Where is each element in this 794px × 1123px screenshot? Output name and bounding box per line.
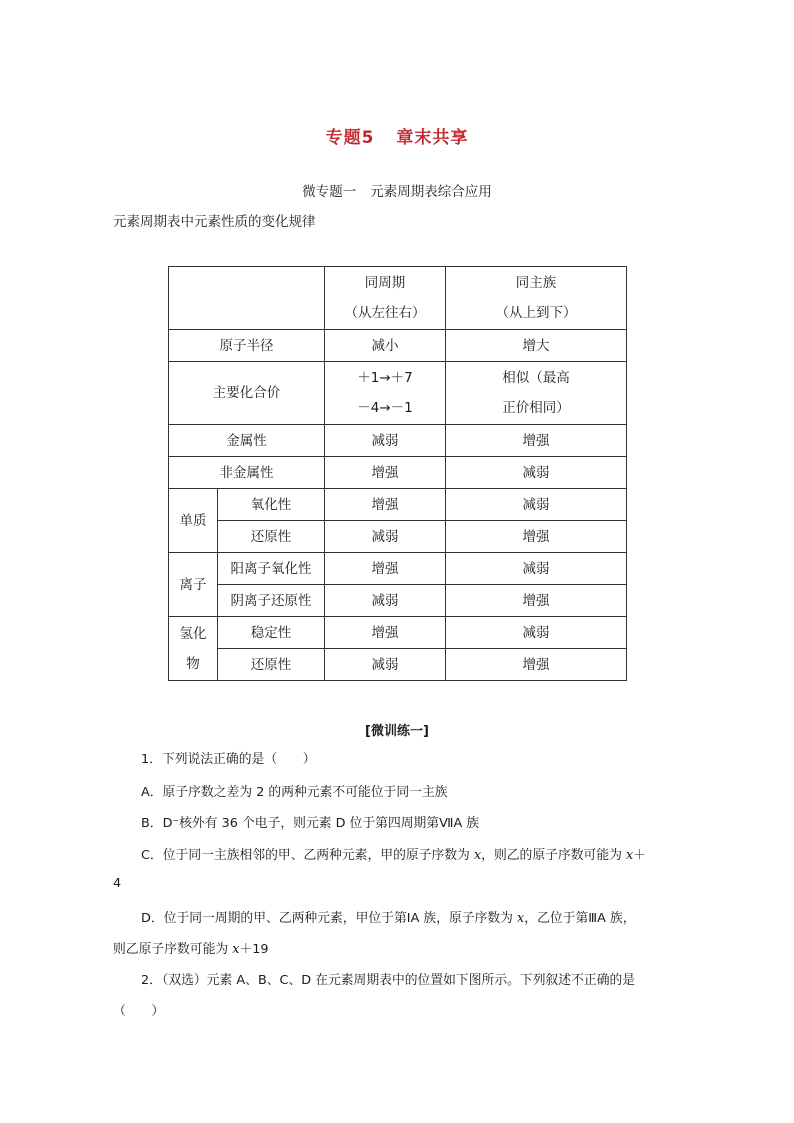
cell-period: ＋1→＋7 －4→－1 [325, 362, 446, 425]
page-title [0, 123, 794, 148]
title-chapter: 专题5 [325, 128, 375, 148]
subtitle [0, 180, 794, 200]
cell-group: 增强 [446, 649, 627, 681]
periodic-trend-table [168, 266, 627, 681]
row-label: 还原性 [218, 649, 325, 681]
cell-group: 增大 [446, 330, 627, 362]
table-header-row [169, 267, 627, 330]
cell-period: 减弱 [325, 585, 446, 617]
row-label: 阳离子氧化性 [218, 553, 325, 585]
cell-group: 减弱 [446, 489, 627, 521]
table-row [169, 649, 627, 681]
table-corner-cell [169, 267, 325, 330]
cell-period: 增强 [325, 489, 446, 521]
cell-group: 减弱 [446, 553, 627, 585]
table-row [169, 617, 627, 649]
cell-group: 减弱 [446, 617, 627, 649]
subtitle-topic: 元素周期表综合应用 [370, 184, 492, 200]
table-row [169, 425, 627, 457]
title-topic: 章末共享 [396, 128, 469, 148]
intro-text: 元素周期表中元素性质的变化规律 [113, 214, 316, 230]
cell-period: 增强 [325, 617, 446, 649]
cell-period: 减弱 [325, 425, 446, 457]
cell-group: 增强 [446, 425, 627, 457]
header-same-period: 同周期 （从左往右） [325, 267, 446, 330]
cell-period: 减小 [325, 330, 446, 362]
drill-heading: [微训练一] [365, 724, 429, 739]
group-label: 单质 [169, 489, 218, 553]
question-1: 1．下列说法正确的是（ ） [141, 752, 316, 767]
table-row [169, 330, 627, 362]
option-a: A．原子序数之差为 2 的两种元素不可能位于同一主族 [141, 785, 448, 800]
table-row [169, 457, 627, 489]
row-label: 还原性 [218, 521, 325, 553]
table-row [169, 489, 627, 521]
option-d-continued: 则乙原子序数可能为 x＋19 [113, 942, 269, 957]
table-row [169, 521, 627, 553]
group-label: 氢化 物 [169, 617, 218, 681]
option-d: D．位于同一周期的甲、乙两种元素，甲位于第ⅠA 族，原子序数为 x，乙位于第ⅢA 族， [141, 911, 636, 926]
table-row [169, 585, 627, 617]
cell-group: 增强 [446, 521, 627, 553]
option-c: C．位于同一主族相邻的甲、乙两种元素，甲的原子序数为 x，则乙的原子序数可能为 x＋ [141, 848, 647, 863]
cell-period: 减弱 [325, 649, 446, 681]
cell-period: 增强 [325, 553, 446, 585]
cell-period: 减弱 [325, 521, 446, 553]
table-row [169, 553, 627, 585]
row-label: 阴离子还原性 [218, 585, 325, 617]
row-label: 金属性 [169, 425, 325, 457]
row-label: 原子半径 [169, 330, 325, 362]
subtitle-label: 微专题一 [302, 184, 357, 200]
row-label: 稳定性 [218, 617, 325, 649]
option-c-continued: 4 [113, 876, 122, 891]
cell-period: 增强 [325, 457, 446, 489]
header-same-group: 同主族 （从上到下） [446, 267, 627, 330]
option-b: B．D⁻核外有 36 个电子，则元素 D 位于第四周期第ⅦA 族 [141, 816, 480, 831]
question-2-continued: （ ） [113, 1004, 165, 1019]
cell-group: 减弱 [446, 457, 627, 489]
cell-group: 增强 [446, 585, 627, 617]
row-label: 氧化性 [218, 489, 325, 521]
question-2: 2．（双选）元素 A、B、C、D 在元素周期表中的位置如下图所示。下列叙述不正确的是 [141, 973, 636, 988]
cell-group: 相似（最高 正价相同） [446, 362, 627, 425]
table-row [169, 362, 627, 425]
group-label: 离子 [169, 553, 218, 617]
row-label: 非金属性 [169, 457, 325, 489]
row-label: 主要化合价 [169, 362, 325, 425]
